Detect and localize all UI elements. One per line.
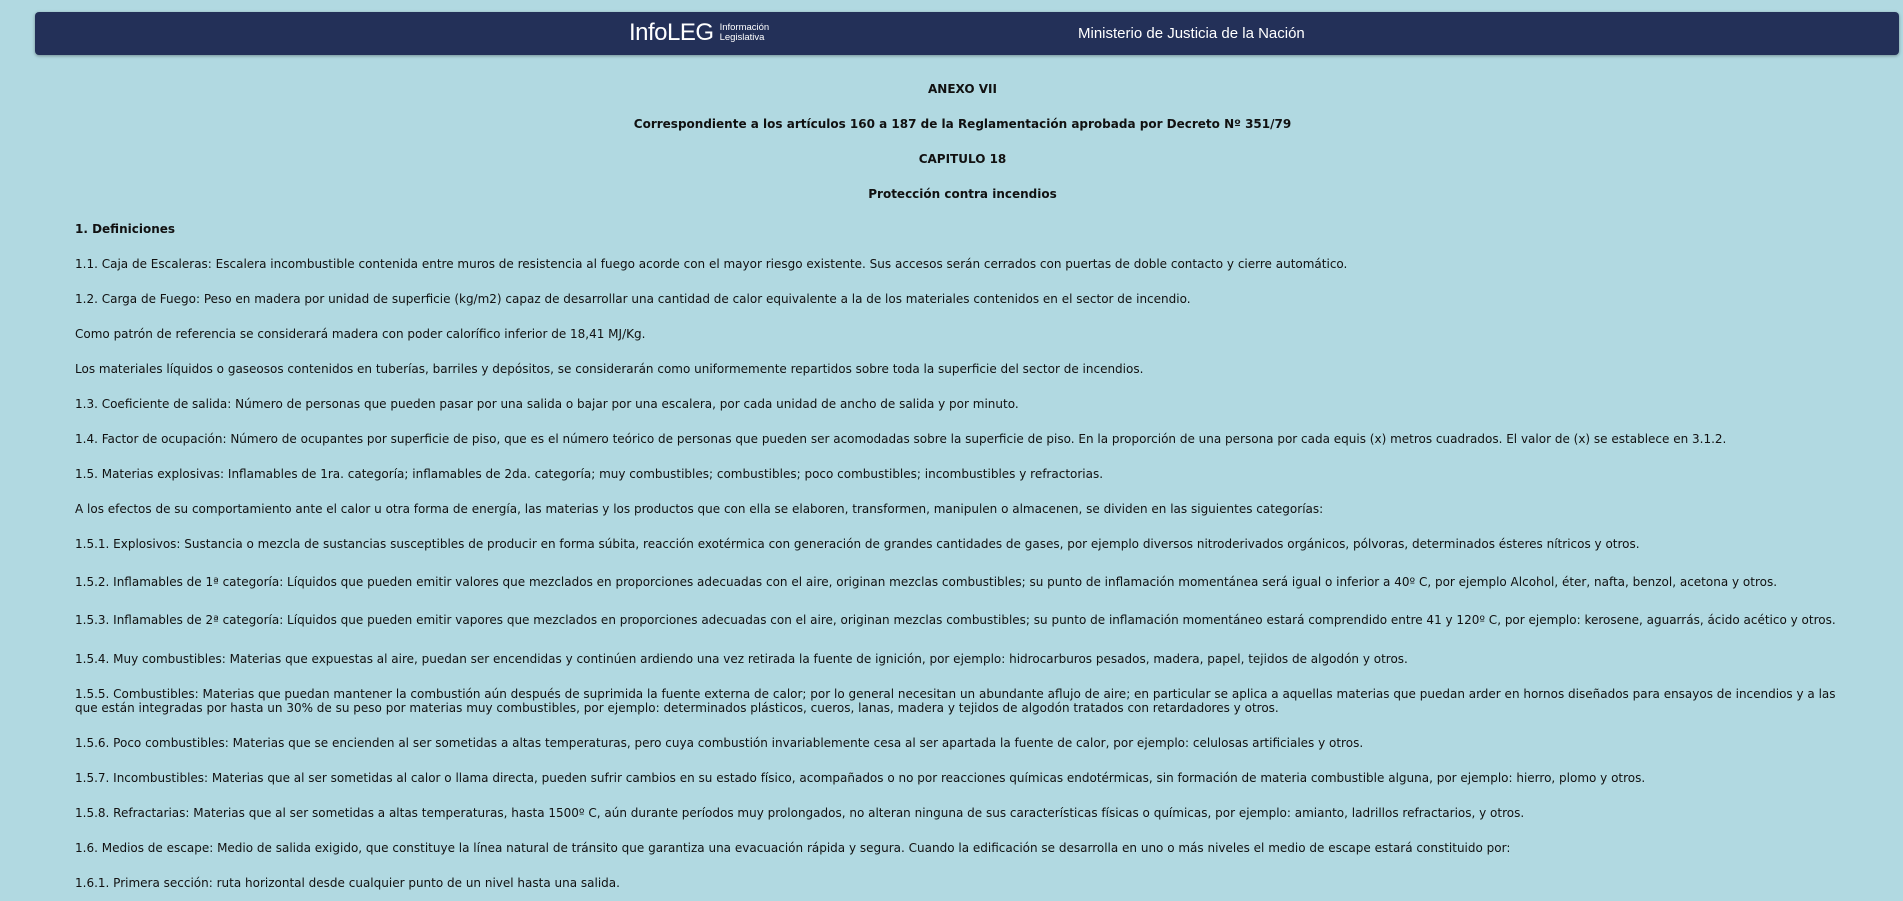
section-heading: 1. Definiciones — [75, 222, 176, 236]
paragraph: 1.5.3. Inflamables de 2ª categoría: Líquidos que pueden emitir vapores que mezclados en proporciones adecuadas con el aire, originan mezclas combustibles; su punto de inflamación momentáneo estará comprendido entre 41 y 120º C, por ejemplo: kerosene, aguarrás, ácido acético y otros. — [75, 613, 1836, 627]
paragraph: Los materiales líquidos o gaseosos contenidos en tuberías, barriles y depósitos, se considerarán como uniformemente repartidos sobre toda la superficie del sector de incendios. — [75, 362, 1144, 376]
paragraph: 1.5.4. Muy combustibles: Materias que expuestas al aire, puedan ser encendidas y continúen ardiendo una vez retirada la fuente de ignición, por ejemplo: hidrocarburos pesados, madera, papel, tejidos de algodón y otros. — [75, 652, 1408, 666]
chapter-number: CAPITULO 18 — [918, 152, 1007, 166]
logo-subtitle — [720, 23, 770, 43]
paragraph: 1.3. Coeficiente de salida: Número de personas que pueden pasar por una salida o bajar por una escalera, por cada unidad de ancho de salida y por minuto. — [75, 397, 1019, 411]
document-subtitle: Correspondiente a los artículos 160 a 187 de la Reglamentación aprobada por Decreto Nº 351/79 — [633, 117, 1292, 131]
ministry-link[interactable]: Ministerio de Justicia de la Nación — [1078, 25, 1305, 42]
paragraph: 1.5.6. Poco combustibles: Materias que se encienden al ser sometidas a altas temperaturas, pero cuya combustión invariablemente cesa al ser apartada la fuente de calor, por ejemplo: celulosas artificiales y otros. — [75, 736, 1364, 750]
infoleg-logo[interactable] — [629, 18, 769, 48]
paragraph: 1.5.7. Incombustibles: Materias que al ser sometidas al calor o llama directa, pueden sufrir cambios en su estado físico, acompañados o no por reacciones químicas endotérmicas, sin formación de materia combustible alguna, por ejemplo: hierro, plomo y otros. — [75, 771, 1646, 785]
paragraph: 1.5.8. Refractarias: Materias que al ser sometidas a altas temperaturas, hasta 1500º C, aún durante períodos muy prolongados, no alteran ninguna de sus características físicas o químicas, por ejemplo: amianto, ladrillos refractarios, y otros. — [75, 806, 1525, 820]
paragraph: 1.6. Medios de escape: Medio de salida exigido, que constituye la línea natural de tránsito que garantiza una evacuación rápida y segura. Cuando la edificación se desarrolla en uno o más niveles el medio de escape estará constituido por: — [75, 841, 1511, 855]
annex-title: ANEXO VII — [928, 82, 997, 96]
paragraph: 1.4. Factor de ocupación: Número de ocupantes por superficie de piso, que es el número teórico de personas que pueden ser acomodadas sobre la superficie de piso. En la proporción de una persona por cada equis (x) metros cuadrados. El valor de (x) se establece en 3.1.2. — [75, 432, 1727, 446]
paragraph: 1.2. Carga de Fuego: Peso en madera por unidad de superficie (kg/m2) capaz de desarrollar una cantidad de calor equivalente a la de los materiales contenidos en el sector de incendio. — [75, 292, 1191, 306]
site-header — [35, 12, 1899, 55]
paragraph: A los efectos de su comportamiento ante el calor u otra forma de energía, las materias y los productos que con ella se elaboren, transformen, manipulen o almacenen, se dividen en las siguientes categorías: — [75, 502, 1324, 516]
paragraph: 1.1. Caja de Escaleras: Escalera incombustible contenida entre muros de resistencia al fuego acorde con el mayor riesgo existente. Sus accesos serán cerrados con puertas de doble contacto y cierre automático. — [75, 257, 1348, 271]
paragraph: 1.5.5. Combustibles: Materias que puedan mantener la combustión aún después de suprimida la fuente externa de calor; por lo general necesitan un abundante aflujo de aire; en particular se aplica a aquellas materias que puedan arder en hornos diseñados para ensayos de incendios y a las que están integradas por hasta un 30% de su peso por materias muy combustibles, por ejemplo: determinados plásticos, cueros, lanas, madera y tejidos de algodón tratados con retardadores y otros. — [75, 687, 1836, 715]
logo-text: InfoLEG — [629, 19, 714, 46]
paragraph: 1.5. Materias explosivas: Inflamables de 1ra. categoría; inflamables de 2da. categoría; muy combustibles; combustibles; poco combustibles; incombustibles y refractorias. — [75, 467, 1104, 481]
logo-subtitle-line-1: Información — [719, 22, 770, 33]
chapter-title: Protección contra incendios — [868, 187, 1057, 201]
logo-subtitle-line-2: Legislativa — [719, 32, 765, 43]
paragraph: Como patrón de referencia se considerará madera con poder calorífico inferior de 18,41 MJ/Kg. — [75, 327, 646, 341]
paragraph: 1.5.2. Inflamables de 1ª categoría: Líquidos que pueden emitir valores que mezclados en proporciones adecuadas con el aire, originan mezclas combustibles; su punto de inflamación momentánea será igual o inferior a 40º C, por ejemplo Alcohol, éter, nafta, benzol, acetona y otros. — [75, 575, 1778, 589]
paragraph: 1.5.1. Explosivos: Sustancia o mezcla de sustancias susceptibles de producir en forma súbita, reacción exotérmica con generación de grandes cantidades de gases, por ejemplo diversos nitroderivados orgánicos, pólvoras, determinados ésteres nítricos y otros. — [75, 537, 1640, 551]
paragraph: 1.6.1. Primera sección: ruta horizontal desde cualquier punto de un nivel hasta una salida. — [75, 876, 620, 890]
